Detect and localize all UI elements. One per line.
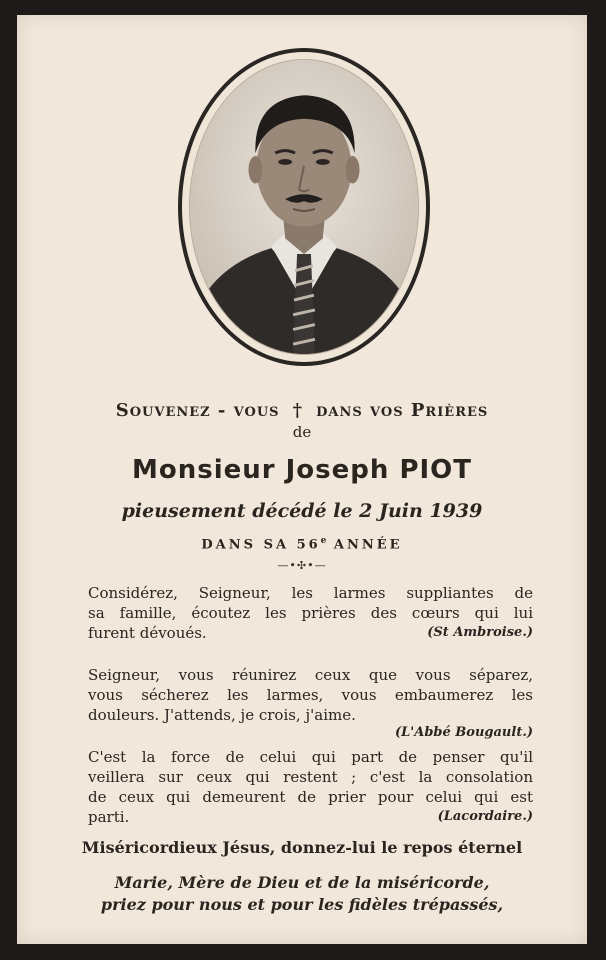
paragraph-2 bbox=[88, 665, 533, 740]
age-prefix: DANS SA 56 bbox=[201, 537, 321, 553]
quote-source: (L'Abbé Bougault.) bbox=[394, 725, 533, 740]
paragraph-line: veillera sur ceux qui restent ; c'est la consolation bbox=[88, 768, 533, 786]
paragraph-line: Considérez, Seigneur, les larmes suppliantes de bbox=[88, 584, 533, 602]
prayer-marie-2: priez pour nous et pour les fidèles trépassés, bbox=[100, 895, 504, 914]
memorial-card bbox=[17, 15, 587, 944]
paragraph-line: parti. bbox=[88, 808, 130, 826]
prayer-jesus: Miséricordieux Jésus, donnez-lui le repos éternel bbox=[81, 838, 523, 857]
paragraph-line: vous sécherez les larmes, vous embaumerez les bbox=[88, 686, 533, 704]
prayer-marie-1: Marie, Mère de Dieu et de la miséricorde, bbox=[114, 873, 490, 892]
portrait-frame bbox=[178, 48, 430, 366]
paragraph-line: de ceux qui demeurent de prier pour celui qui est bbox=[88, 788, 533, 806]
age-suffix: ANNÉE bbox=[326, 537, 403, 553]
ornament-divider: —•✣•— bbox=[277, 559, 327, 572]
paragraph-line: douleurs. J'attends, je crois, j'aime. bbox=[88, 706, 356, 724]
quote-source: (Lacordaire.) bbox=[437, 809, 533, 824]
paragraph-3 bbox=[88, 747, 533, 827]
paragraph-line: sa famille, écoutez les prières des cœurs qui lui bbox=[88, 604, 533, 622]
age-sup: e bbox=[320, 536, 327, 546]
age-line bbox=[17, 536, 587, 552]
paragraph-1 bbox=[88, 583, 533, 643]
deceased-name: Monsieur Joseph PIOT bbox=[131, 455, 473, 485]
quote-source: (St Ambroise.) bbox=[427, 625, 533, 640]
death-date: pieusement décédé le 2 Juin 1939 bbox=[121, 500, 483, 522]
cross-icon: † bbox=[292, 400, 304, 421]
portrait-photo bbox=[189, 59, 419, 355]
heading-right: dans vos Prières bbox=[316, 400, 489, 421]
heading bbox=[17, 400, 587, 421]
heading-left: Souvenez - vous bbox=[115, 400, 280, 421]
word-de: de bbox=[292, 423, 312, 441]
paragraph-line: furent dévoués. bbox=[88, 624, 207, 642]
paragraph-line: C'est la force de celui qui part de penser qu'il bbox=[88, 748, 533, 766]
paragraph-line: Seigneur, vous réunirez ceux que vous séparez, bbox=[88, 666, 533, 684]
